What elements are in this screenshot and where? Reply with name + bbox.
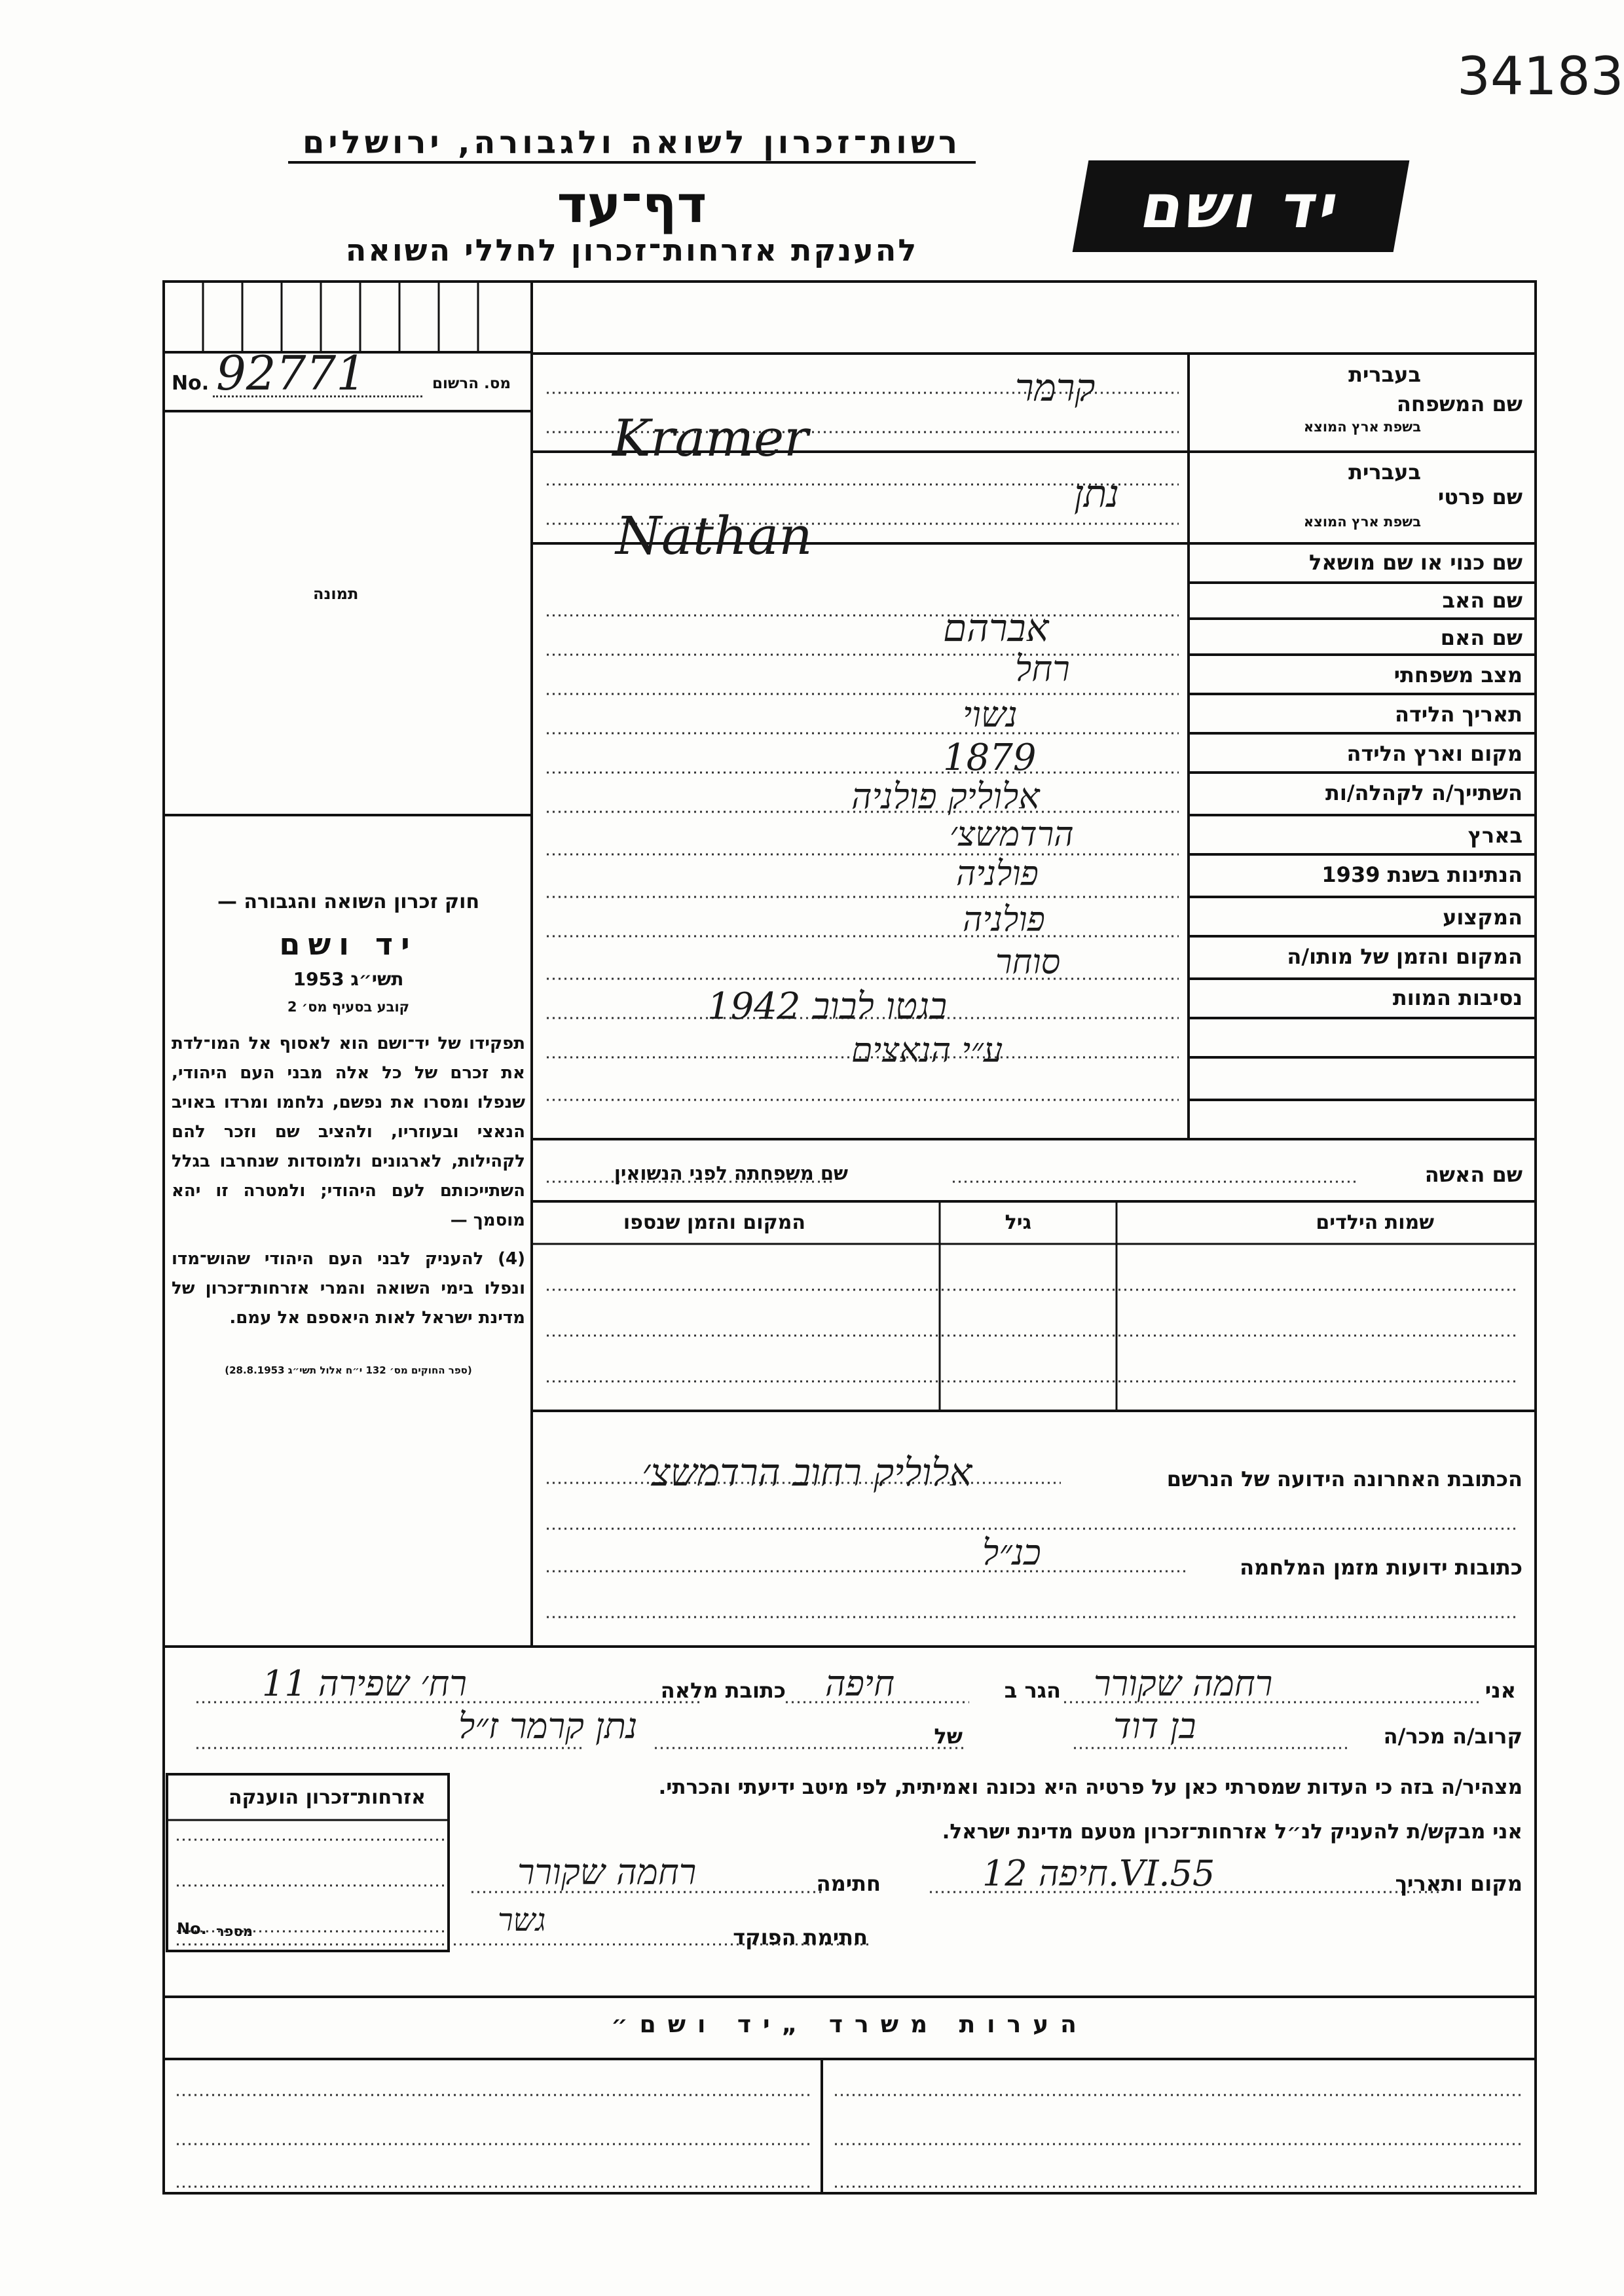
yad-vashem-logo: [1073, 160, 1410, 252]
officer-signature-value: גשר: [498, 1902, 546, 1939]
surname-hebrew-value: קרמר: [1015, 365, 1096, 410]
registration-number: 92771: [216, 346, 367, 401]
children-header-place: המקום והזמן שנספו: [623, 1211, 805, 1234]
institution-title: רשות־זכרון לשואה ולגבורה, ירושלים: [302, 124, 962, 161]
signature-label: חתימה: [816, 1871, 881, 1896]
decl-address-label: כתובת מלאה: [660, 1678, 786, 1703]
officer-signature-label: חתימת הפוקד: [733, 1925, 868, 1950]
birthplace-value: אלוליק פולניה: [851, 776, 1040, 817]
firstname-hebrew-value: נתן: [1074, 471, 1120, 516]
surname-label: שם המשפחה: [1396, 392, 1522, 416]
death-circ-value: ע״י הנאצים: [851, 1031, 1003, 1070]
country-label: בארץ: [1467, 823, 1522, 848]
father-label: שם האב: [1442, 588, 1522, 613]
wife-label: שם האשה: [1424, 1162, 1522, 1187]
last-address-value: אלוליק רחוב הרדמשצ׳: [642, 1450, 972, 1495]
nickname-label: שם כנוי או שם מושאל: [1308, 550, 1522, 575]
form-title: דף־עד: [557, 175, 707, 234]
firstname-origin-label: בשפת ארץ המוצא: [1303, 514, 1421, 530]
decl-of-label: של: [934, 1724, 963, 1749]
citizenship-value: פולניה: [963, 900, 1045, 939]
registration-no-label: No.: [172, 372, 210, 395]
decl-relation-label: קרוב/ה מכר/ה: [1383, 1724, 1522, 1749]
firstname-origin-value: Nathan: [616, 505, 813, 566]
surname-origin-label: בשפת ארץ המוצא: [1303, 419, 1421, 435]
decl-prefix: אני: [1485, 1678, 1516, 1703]
citizenship-label: הנתינות בשנת 1939: [1321, 862, 1522, 887]
wartime-address-value: כנ״ל: [982, 1532, 1041, 1573]
photo-label: תמונה: [313, 585, 359, 603]
remarks-title: הערות משרד „יד ושם״: [611, 2011, 1088, 2038]
law-source: (ספר החוקים מס׳ 132 י״ח אלול תשי״ג 28.8.1953): [225, 1364, 472, 1376]
birthplace-label: מקום וארץ הלידה: [1346, 741, 1522, 766]
archive-number: 34183: [1457, 46, 1624, 107]
surname-hebrew-label: בעברית: [1348, 362, 1421, 387]
decl-request: אני מבקש/ת להעניק לנ״ל אזרחות־זכרון מטעם מדינת ישראל.: [942, 1820, 1522, 1844]
country-value: פולניה: [956, 854, 1039, 894]
place-date-label: מקום ותאריך: [1395, 1871, 1522, 1896]
citizenship-box-number-label: מספר: [216, 1923, 253, 1939]
registration-dotline: [213, 395, 422, 397]
mother-label: שם האם: [1440, 625, 1522, 650]
logo-text: יד ושם: [1135, 171, 1346, 242]
decl-relation-value: בן דוד: [1113, 1705, 1196, 1747]
law-box: [172, 890, 525, 1376]
marital-value: נשוי: [963, 694, 1018, 735]
community-label: השתייך/ה לקהלה/ות: [1325, 780, 1522, 805]
profession-label: המקצוע: [1443, 905, 1522, 930]
mother-value: רחל: [1015, 648, 1070, 689]
law-body-2: (4) להעניק לבני העם היהודי שהוש־מדו ונפלו בימי השואה והמרי אזרחות־זכרון של מדינת ישראל לאות היאספם אל עמם.: [172, 1249, 525, 1328]
decl-deceased-name: נתן קרמר ז״ל: [458, 1705, 638, 1747]
firstname-label: שם פרטי: [1437, 484, 1522, 509]
death-circ-label: נסיבות המוות: [1392, 985, 1522, 1010]
surname-origin-value: Kramer: [612, 409, 809, 468]
form-subtitle: להענקת אזרחות־זכרון לחללי השואה: [345, 232, 919, 268]
father-value: אברהם: [943, 606, 1049, 650]
children-header-names: שמות הילדים: [1316, 1211, 1434, 1234]
signature-value: רחמה שקורר: [517, 1851, 697, 1893]
children-header-age: גיל: [1005, 1211, 1031, 1234]
birthdate-value: 1879: [943, 737, 1037, 779]
wartime-address-label: כתובות ידועות מזמן המלחמה: [1240, 1555, 1522, 1580]
community-value: הרדמשצ׳: [950, 815, 1074, 854]
death-place-label: המקום והזמן של מותו/ה: [1287, 944, 1522, 969]
decl-address: רח׳ שפירה 11: [262, 1663, 467, 1704]
firstname-hebrew-label: בעברית: [1348, 460, 1421, 484]
place-date-value: חיפה 12.VI.55: [982, 1853, 1215, 1894]
citizenship-box-no-label: No.: [177, 1920, 207, 1938]
law-title: חוק זכרון השואה והגבורה —: [217, 890, 480, 913]
decl-city: חיפה: [825, 1663, 895, 1704]
decl-name: רחמה שקורר: [1094, 1663, 1273, 1704]
law-name: יד ושם: [279, 926, 418, 962]
decl-resides-label: הגר ב: [1004, 1678, 1061, 1703]
registration-label: מס. הרשום: [432, 375, 511, 392]
law-clause: קובע בסעיף מס׳ 2: [287, 999, 410, 1015]
decl-statement: מצהיר/ה בזה כי העדות שמסרתי כאן על פרטיה היא נכונה ואמיתית, לפי מיטב ידיעתי והכרתי.: [658, 1776, 1522, 1799]
birthdate-label: תאריך הלידה: [1394, 702, 1522, 727]
law-year: תשי״ג 1953: [293, 968, 404, 990]
wife-maiden-label: שם משפחתה לפני הנשואין: [614, 1162, 848, 1184]
death-place-value: בגטו לבוב 1942: [707, 985, 948, 1028]
marital-label: מצב משפחתי: [1393, 663, 1522, 687]
last-address-label: הכתובת האחרונה הידועה של הנרשם: [1166, 1467, 1522, 1491]
citizenship-box-title: אזרחות־זכרון הוענקה: [228, 1786, 426, 1809]
law-body-1: תפקידו של יד־ושם הוא לאסוף אל המו־לדת את זכרם של כל אלה מבני העם היהודי, שנפלו ומסרו את נפשם, נלחמו ומרדו באויב הנאצי ובעוזריו, ולהציב שם וזכר להם לקהילות, לארגונים ולמוסדות שנחרבו בגלל השתייכותם לעם היהודי; ולמטרה זו יהא מוסמך —: [172, 1034, 525, 1230]
profession-value: סוחר: [995, 943, 1061, 982]
